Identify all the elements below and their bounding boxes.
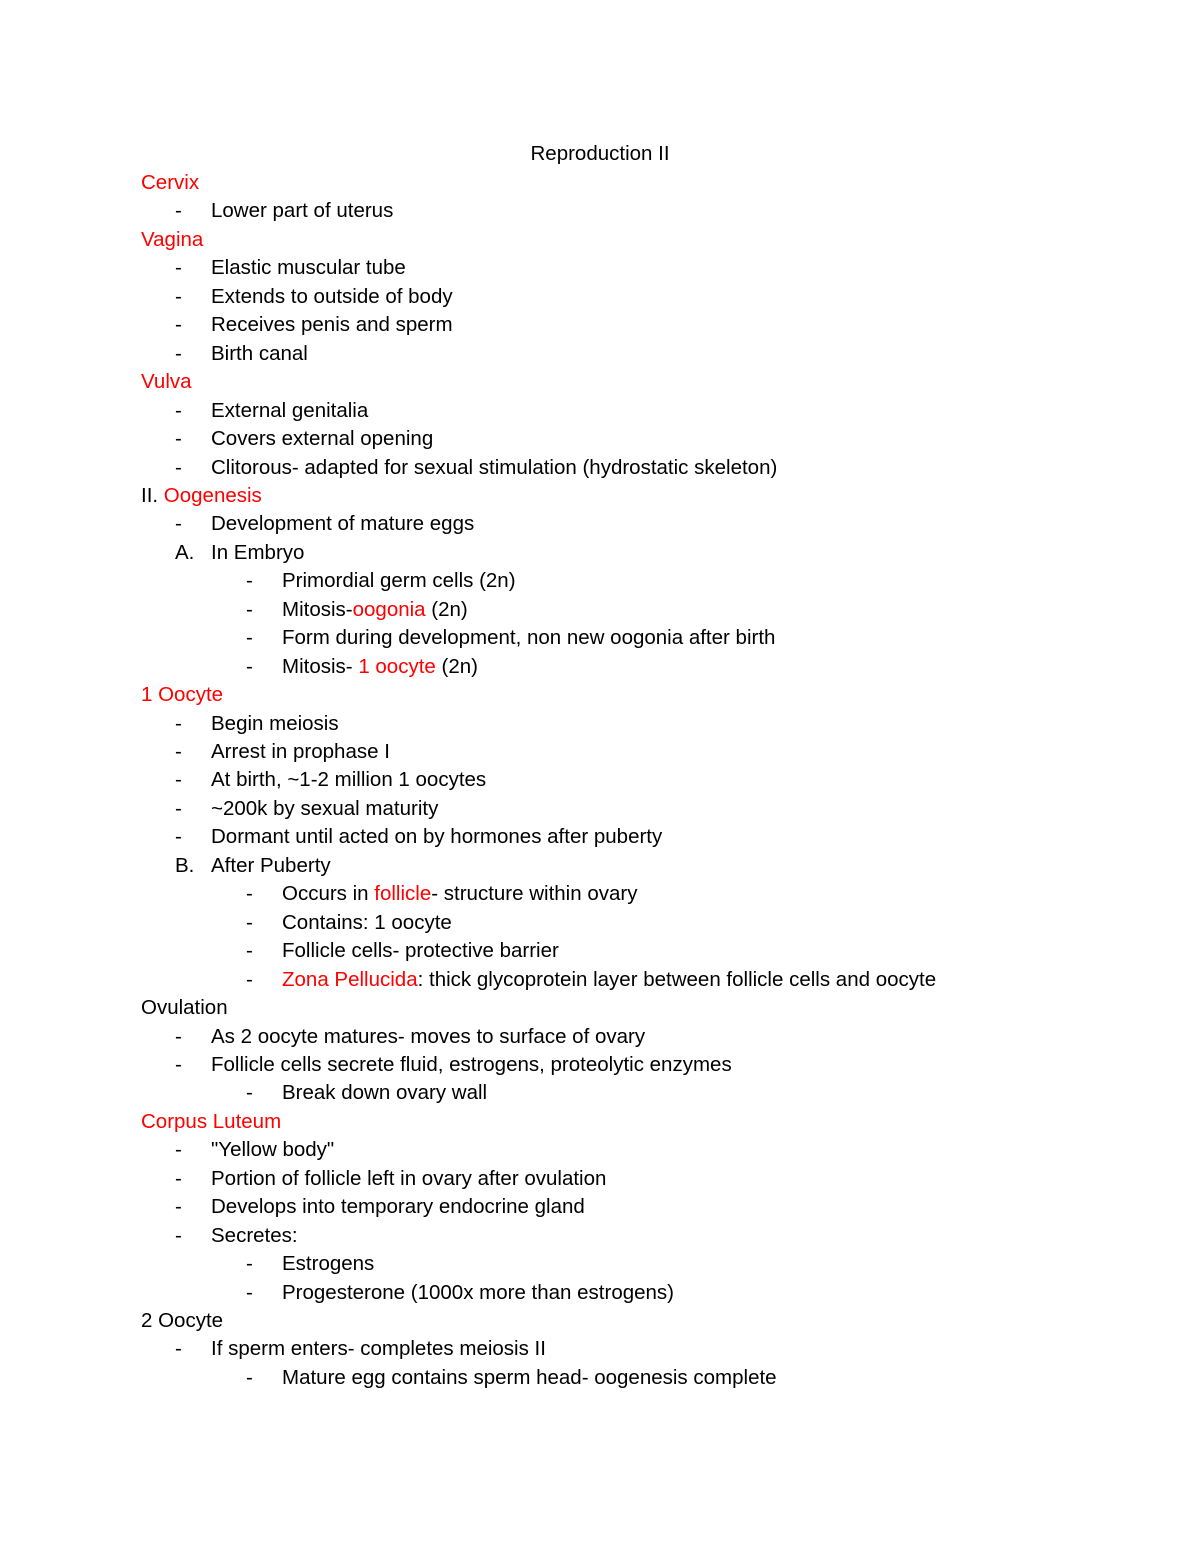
line-text xyxy=(211,1023,645,1051)
line-text xyxy=(211,283,453,311)
list-marker: - xyxy=(175,1195,182,1219)
line-text xyxy=(282,567,516,595)
list-marker: - xyxy=(175,341,182,365)
line-text xyxy=(211,766,486,794)
highlighted-term: Cervix xyxy=(141,171,200,194)
text-segment: Clitorous- adapted for sexual stimulation (hydrostatic skeleton) xyxy=(211,455,778,479)
list-marker: - xyxy=(246,882,253,906)
list-marker: - xyxy=(175,256,182,280)
line-text xyxy=(211,397,368,425)
line-text xyxy=(282,966,936,994)
line-text xyxy=(282,1279,674,1307)
list-marker: - xyxy=(175,1223,182,1247)
line-text xyxy=(211,197,393,225)
list-marker: - xyxy=(246,626,253,650)
text-segment: 2 Oocyte xyxy=(141,1309,224,1332)
text-segment: Receives penis and sperm xyxy=(211,313,453,337)
highlighted-term: Zona Pellucida xyxy=(282,967,418,991)
list-marker: - xyxy=(175,313,182,337)
text-segment: External genitalia xyxy=(211,398,369,422)
text-segment: In Embryo xyxy=(211,540,305,564)
list-marker: - xyxy=(175,796,182,820)
line-text xyxy=(211,710,339,738)
line-text xyxy=(211,254,406,282)
highlighted-term: 1 oocyte xyxy=(358,654,436,678)
list-marker: - xyxy=(175,1052,182,1076)
list-marker: - xyxy=(175,1024,182,1048)
line-text xyxy=(282,1250,374,1278)
text-segment: Dormant until acted on by hormones after puberty xyxy=(211,825,663,849)
text-segment: At birth, ~1-2 million 1 oocytes xyxy=(211,768,487,792)
line-text xyxy=(141,1108,281,1136)
text-segment: Form during development, non new oogonia after birth xyxy=(282,626,776,650)
text-segment: Mitosis- xyxy=(282,597,353,621)
text-segment: Birth canal xyxy=(211,341,308,365)
line-text xyxy=(282,1364,777,1392)
highlighted-term: Vagina xyxy=(141,227,204,251)
line-text xyxy=(141,994,228,1022)
text-segment: Occurs in xyxy=(282,882,375,906)
list-marker: B. xyxy=(175,853,195,877)
list-marker: - xyxy=(175,1337,182,1361)
text-segment: Follicle cells- protective barrier xyxy=(282,939,559,963)
line-text xyxy=(282,937,559,965)
highlighted-term: 1 Oocyte xyxy=(141,683,224,707)
text-segment: (2n) xyxy=(435,654,478,678)
text-segment: Estrogens xyxy=(282,1252,375,1276)
text-segment: After Puberty xyxy=(211,853,331,877)
list-marker: - xyxy=(246,1252,253,1276)
list-marker: - xyxy=(175,825,182,849)
list-marker: - xyxy=(246,1280,253,1304)
text-segment: Covers external opening xyxy=(211,427,434,451)
list-marker: - xyxy=(175,455,182,479)
text-segment: If sperm enters- completes meiosis II xyxy=(211,1337,546,1361)
text-segment: Begin meiosis xyxy=(211,711,339,735)
list-marker: - xyxy=(175,427,182,451)
list-marker: - xyxy=(246,967,253,991)
text-segment: Extends to outside of body xyxy=(211,284,453,308)
line-text xyxy=(211,425,433,453)
text-segment: As 2 oocyte matures- moves to surface of ovary xyxy=(211,1024,646,1048)
highlighted-term: Corpus Luteum xyxy=(141,1109,282,1133)
list-marker: A. xyxy=(175,540,195,564)
text-segment: Portion of follicle left in ovary after ovulation xyxy=(211,1166,607,1190)
line-text xyxy=(211,795,438,823)
line-text xyxy=(211,1165,606,1193)
text-segment: Primordial germ cells (2n) xyxy=(282,569,516,593)
line-text xyxy=(211,1136,334,1164)
list-marker: - xyxy=(246,1081,253,1105)
line-text xyxy=(141,482,262,510)
line-text xyxy=(282,596,468,624)
line-text xyxy=(282,624,775,652)
text-segment: - structure within ovary xyxy=(431,882,638,906)
text-segment: Development of mature eggs xyxy=(211,512,475,536)
text-segment: "Yellow body" xyxy=(211,1138,335,1162)
highlighted-term: Oogenesis xyxy=(163,483,262,507)
text-segment: Secretes: xyxy=(211,1223,298,1247)
list-marker: - xyxy=(246,1365,253,1389)
line-text xyxy=(141,1307,223,1335)
text-segment: (2n) xyxy=(425,597,468,621)
text-segment: Develops into temporary endocrine gland xyxy=(211,1195,585,1219)
text-segment: Arrest in prophase I xyxy=(211,740,390,763)
line-text xyxy=(141,169,199,197)
text-segment: Mature egg contains sperm head- oogenesis complete xyxy=(282,1365,777,1389)
line-text xyxy=(211,311,453,339)
text-segment: Contains: 1 oocyte xyxy=(282,910,452,934)
text-segment: Ovulation xyxy=(141,996,228,1020)
list-marker: - xyxy=(175,398,182,422)
text-segment: Follicle cells secrete fluid, estrogens, proteolytic enzymes xyxy=(211,1052,732,1076)
text-segment: II. xyxy=(141,483,164,507)
line-text xyxy=(211,823,662,851)
highlighted-term: Vulva xyxy=(141,370,192,394)
highlighted-term: oogonia xyxy=(352,597,426,621)
line-text xyxy=(282,909,452,937)
list-marker: - xyxy=(175,512,182,536)
line-text xyxy=(211,539,304,567)
list-marker: - xyxy=(175,199,182,223)
line-text xyxy=(211,340,308,368)
list-marker: - xyxy=(246,569,253,593)
list-marker: - xyxy=(175,284,182,308)
list-marker: - xyxy=(175,768,182,792)
text-segment: Progesterone (1000x more than estrogens) xyxy=(282,1280,675,1304)
list-marker: - xyxy=(175,1138,182,1162)
text-segment: : thick glycoprotein layer between follicle cells and oocyte xyxy=(417,967,937,991)
line-text xyxy=(211,852,331,880)
line-text xyxy=(141,226,203,254)
line-text xyxy=(211,510,474,538)
line-text xyxy=(141,368,192,396)
line-text xyxy=(211,738,390,766)
line-text xyxy=(211,1335,546,1363)
line-text xyxy=(211,454,777,482)
line-text xyxy=(211,1193,585,1221)
list-marker: - xyxy=(175,711,182,735)
list-marker: - xyxy=(246,654,253,678)
text-segment: Mitosis- xyxy=(282,654,359,678)
document-title: Reproduction II xyxy=(530,142,670,165)
list-marker: - xyxy=(246,939,253,963)
list-marker: - xyxy=(246,597,253,621)
text-segment: Lower part of uterus xyxy=(211,199,394,223)
list-marker: - xyxy=(175,1166,182,1190)
list-marker: - xyxy=(246,910,253,934)
text-segment: ~200k by sexual maturity xyxy=(211,796,439,820)
highlighted-term: follicle xyxy=(374,882,432,906)
text-segment: Break down ovary wall xyxy=(282,1081,488,1105)
line-text xyxy=(282,880,637,908)
list-marker: - xyxy=(175,740,182,763)
line-text xyxy=(282,653,478,681)
line-text xyxy=(141,681,223,709)
line-text xyxy=(211,1222,298,1250)
line-text xyxy=(282,1079,487,1107)
line-text xyxy=(211,1051,732,1079)
text-segment: Elastic muscular tube xyxy=(211,256,406,280)
